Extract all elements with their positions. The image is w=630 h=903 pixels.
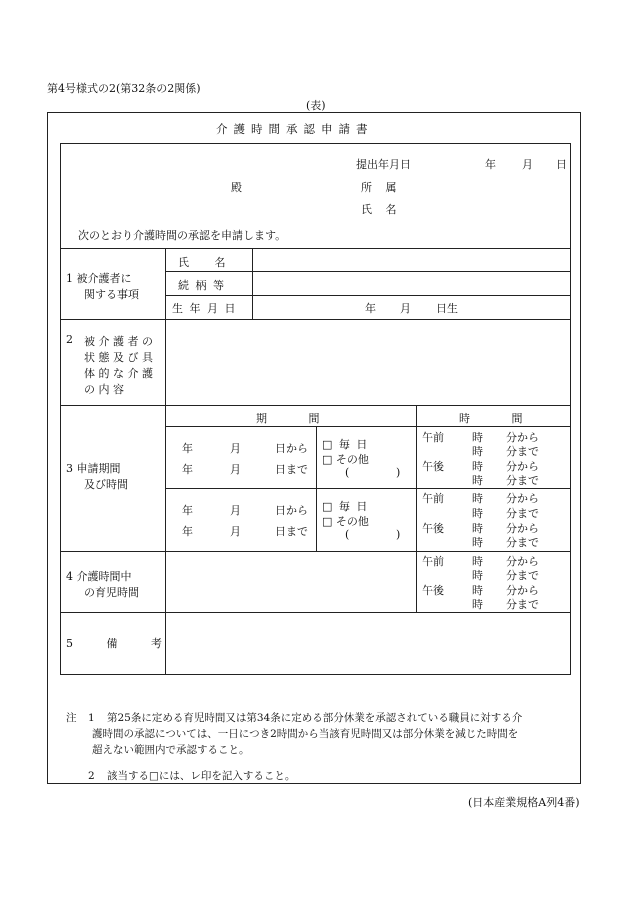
time2-hour-2: 時 <box>472 507 483 520</box>
block1-start-year: 年 <box>182 442 193 455</box>
notes-marker: 注 <box>66 712 77 724</box>
time3-hour-1: 時 <box>472 555 483 568</box>
sec2-number: 2 <box>66 333 73 346</box>
sec5-label: 5 備 考 <box>66 637 162 650</box>
block1-start-suffix: 日から <box>275 442 308 455</box>
submit-month: 月 <box>522 158 533 171</box>
time2-hour-4: 時 <box>472 536 483 549</box>
time3-suffix-4: 分まで <box>506 598 539 611</box>
period-header: 期 間 <box>256 412 320 425</box>
submit-day: 日 <box>556 158 567 171</box>
time1-hour-1: 時 <box>472 431 483 444</box>
applicant-name-label: 氏 名 <box>361 203 397 216</box>
time2-pm-label: 午後 <box>422 522 444 535</box>
time3-suffix-3: 分から <box>506 584 539 597</box>
block2-paren-close: ) <box>396 528 401 541</box>
sec1-label-line2: 関する事項 <box>84 288 139 301</box>
time1-suffix-1: 分から <box>506 431 539 444</box>
time3-hour-3: 時 <box>472 584 483 597</box>
block1-end-year: 年 <box>182 463 193 476</box>
block2-start-year: 年 <box>182 504 193 517</box>
submit-year: 年 <box>485 158 496 171</box>
time1-pm-label: 午後 <box>422 460 444 473</box>
side-label: (表) <box>306 99 326 112</box>
note2-number: 2 <box>88 770 95 782</box>
note1-line2: 護時間の承認については、一日につき2時間から当該育児時間又は部分休業を減じた時間を <box>92 728 519 740</box>
relation-label: 続 柄 等 <box>178 279 224 292</box>
time3-pm-label: 午後 <box>422 584 444 597</box>
note1-number: 1 <box>88 712 95 724</box>
block2-start-suffix: 日から <box>275 504 308 517</box>
block1-start-month: 月 <box>230 442 241 455</box>
birth-year: 年 <box>365 302 376 315</box>
sec2-line1: 被 介 護 者 の <box>84 335 153 348</box>
sec3-label-line2: 及び時間 <box>84 478 128 491</box>
time1-suffix-3: 分から <box>506 460 539 473</box>
sec3-label-line1: 3 申請期間 <box>66 462 121 475</box>
block1-daily-checkbox[interactable]: □ 毎 日 <box>322 438 368 451</box>
affiliation-label: 所 属 <box>361 181 397 194</box>
block2-end-month: 月 <box>230 525 241 538</box>
time3-suffix-2: 分まで <box>506 569 539 582</box>
block2-end-suffix: 日まで <box>275 525 308 538</box>
form-number: 第4号様式の2(第32条の2関係) <box>47 82 201 95</box>
time2-am-label: 午前 <box>422 492 444 505</box>
sec2-line4: の 内 容 <box>84 383 124 396</box>
time2-suffix-4: 分まで <box>506 536 539 549</box>
block1-paren-open: ( <box>345 466 350 479</box>
time2-suffix-3: 分から <box>506 522 539 535</box>
sec1-label-line1: 1 被介護者に <box>66 272 132 285</box>
form-title: 介護時間承認申請書 <box>216 122 374 136</box>
note1-line3: 超えない範囲内で承認すること。 <box>92 744 250 756</box>
birth-day: 日生 <box>436 302 458 315</box>
block1-end-suffix: 日まで <box>275 463 308 476</box>
note2-text: 該当する□には、レ印を記入すること。 <box>107 770 296 782</box>
application-statement: 次のとおり介護時間の承認を申請します。 <box>78 229 287 242</box>
block2-paren-open: ( <box>345 528 350 541</box>
time3-hour-2: 時 <box>472 569 483 582</box>
block2-end-year: 年 <box>182 525 193 538</box>
note1-line1: 第25条に定める育児時間又は第34条に定める部分休業を承認されている職員に対する介 <box>107 712 523 724</box>
block1-paren-close: ) <box>396 466 401 479</box>
sec4-label-line2: の育児時間 <box>84 586 139 599</box>
block1-end-month: 月 <box>230 463 241 476</box>
block2-other-checkbox[interactable]: □ その他 <box>322 515 369 528</box>
time2-suffix-1: 分から <box>506 492 539 505</box>
time1-hour-3: 時 <box>472 460 483 473</box>
care-recipient-name-label: 氏 名 <box>178 256 226 269</box>
block1-other-checkbox[interactable]: □ その他 <box>322 453 369 466</box>
sec4-label-line1: 4 介護時間中 <box>66 570 132 583</box>
block2-daily-checkbox[interactable]: □ 毎 日 <box>322 500 368 513</box>
time2-suffix-2: 分まで <box>506 507 539 520</box>
time3-am-label: 午前 <box>422 555 444 568</box>
paper-size-note: (日本産業規格A列4番) <box>468 796 580 809</box>
time3-suffix-1: 分から <box>506 555 539 568</box>
submit-date-label: 提出年月日 <box>356 158 411 171</box>
time1-suffix-2: 分まで <box>506 445 539 458</box>
addressee: 殿 <box>231 181 242 194</box>
time1-am-label: 午前 <box>422 431 444 444</box>
block2-start-month: 月 <box>230 504 241 517</box>
birthdate-label: 生 年 月 日 <box>172 302 236 315</box>
time1-suffix-4: 分まで <box>506 474 539 487</box>
time-header: 時 間 <box>459 412 523 425</box>
time2-hour-3: 時 <box>472 522 483 535</box>
time3-hour-4: 時 <box>472 598 483 611</box>
time2-hour-1: 時 <box>472 492 483 505</box>
time1-hour-2: 時 <box>472 445 483 458</box>
sec2-line2: 状 態 及 び 具 <box>84 351 153 364</box>
time1-hour-4: 時 <box>472 474 483 487</box>
birth-month: 月 <box>400 302 411 315</box>
sec2-line3: 体 的 な 介 護 <box>84 367 153 380</box>
